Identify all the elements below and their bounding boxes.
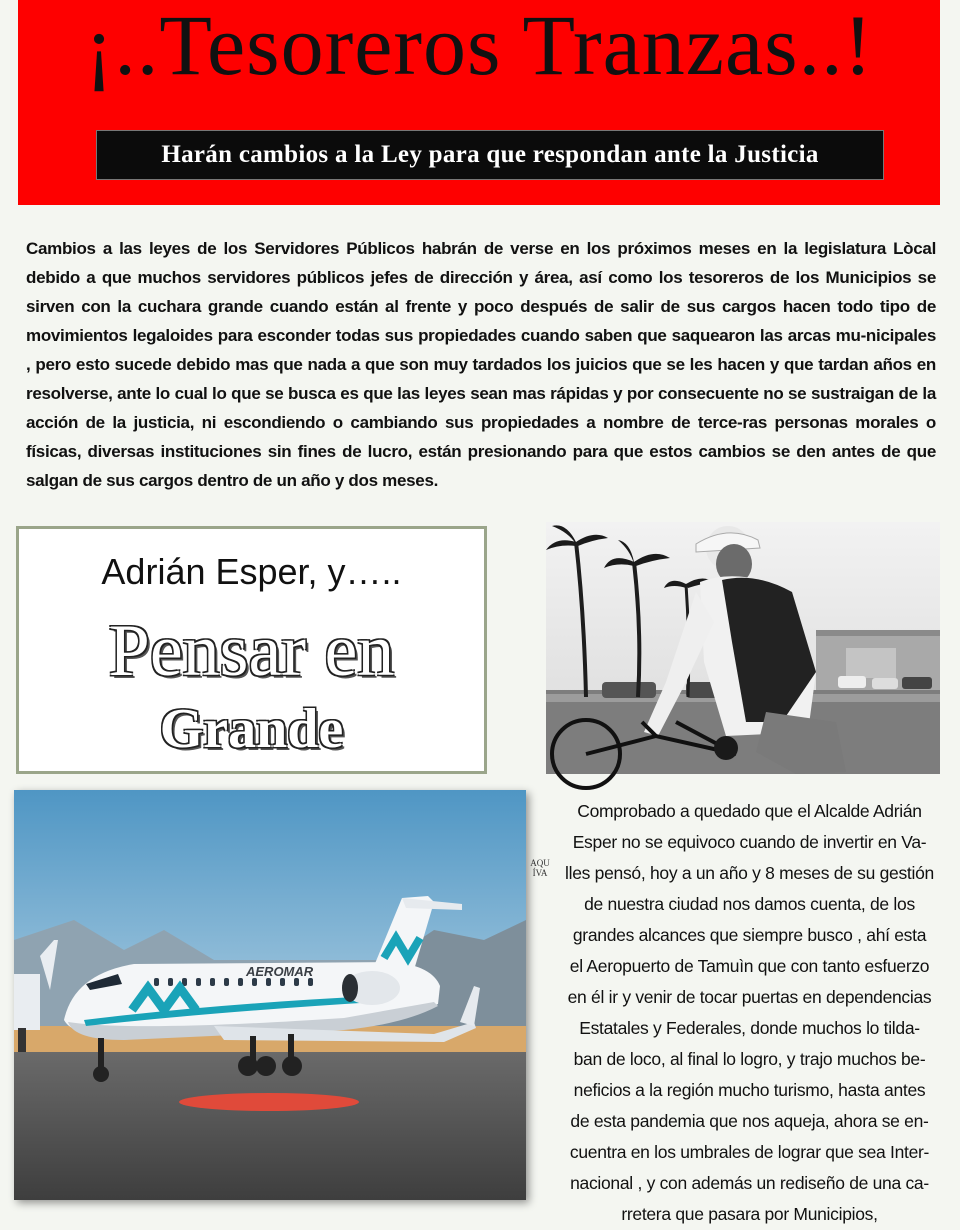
article-body-line: Estatales y Federales, donde muchos lo tilda- <box>579 1018 920 1038</box>
article-body-line: de esta pandemia que nos aqueja, ahora se en- <box>570 1111 929 1131</box>
article-body-line: en él ir y venir de tocar puertas en dependencias <box>567 987 932 1007</box>
cyclist-photo-art <box>546 522 940 774</box>
page-subtitle: Harán cambios a la Ley para que respondan ante la Justicia <box>96 130 884 180</box>
article-body-line: rretera que pasara por Municipios, <box>621 1204 878 1224</box>
page-title: ¡..Tesoreros Tranzas..! <box>84 0 874 93</box>
side-note: AQU ÍVA <box>530 858 550 878</box>
article-body-line: Esper no se equivoco cuando de invertir en Va- <box>572 832 927 852</box>
feature-headline: Pensar en <box>108 610 395 692</box>
feature-headline-box <box>16 526 487 774</box>
article-body-line: ban de loco, al final lo logro, y trajo muchos be- <box>573 1049 926 1069</box>
aeromar-plane-photo <box>14 790 526 1200</box>
feature-headline-sub: Grande <box>159 698 344 760</box>
article-body-line: nacional , y con además un rediseño de una ca- <box>570 1173 929 1193</box>
article-body-line: de nuestra ciudad nos damos cuenta, de los <box>584 894 915 914</box>
lead-paragraph: Cambios a las leyes de los Servidores Públicos habrán de verse en los próximos meses en la legislatura Lòcal debido a que muchos servidores públicos jefes de dirección y área, así como los tesoreros de los Municipios se sirven con la cuchara grande cuando están al frente y poco después de salir de sus cargos hacen todo tipo de movimientos legaloides para esconder todas sus propiedades cuando saben que saquearon las arcas mu-nicipales , pero esto sucede debido mas que nada a que son muy tardados los juicios que se les hacen y que tardan años en resolverse, ante lo cual lo que se busca es que las leyes sean mas rápidas y por consecuente no se sustraigan de la acción de la justicia, ni escondiendo o cambiando sus propiedades a nombre de terce-ras personas morales o físicas, diversas instituciones sin fines de lucro, están presionando para que estos cambios se den antes de que salgan de sus cargos dentro de un año y dos meses. <box>26 239 936 490</box>
article-body-line: Comprobado a quedado que el Alcalde Adrián <box>577 801 922 821</box>
feature-kicker: Adrián Esper, y….. <box>101 551 402 592</box>
plane-photo-art <box>14 790 526 1200</box>
plane-livery-text: AEROMAR <box>246 964 314 979</box>
article-body <box>556 796 943 1230</box>
article-body-line: lles pensó, hoy a un año y 8 meses de su gestión <box>565 863 934 883</box>
article-body-line: neficios a la región mucho turismo, hasta antes <box>573 1080 926 1100</box>
cyclist-photo <box>546 522 940 774</box>
article-body-line: cuentra en los umbrales de lograr que sea Inter- <box>569 1142 930 1162</box>
article-body-line: grandes alcances que siempre busco , ahí esta <box>572 925 927 945</box>
header-banner <box>18 0 940 205</box>
article-body-line: el Aeropuerto de Tamuìn que con tanto esfuerzo <box>569 956 930 976</box>
